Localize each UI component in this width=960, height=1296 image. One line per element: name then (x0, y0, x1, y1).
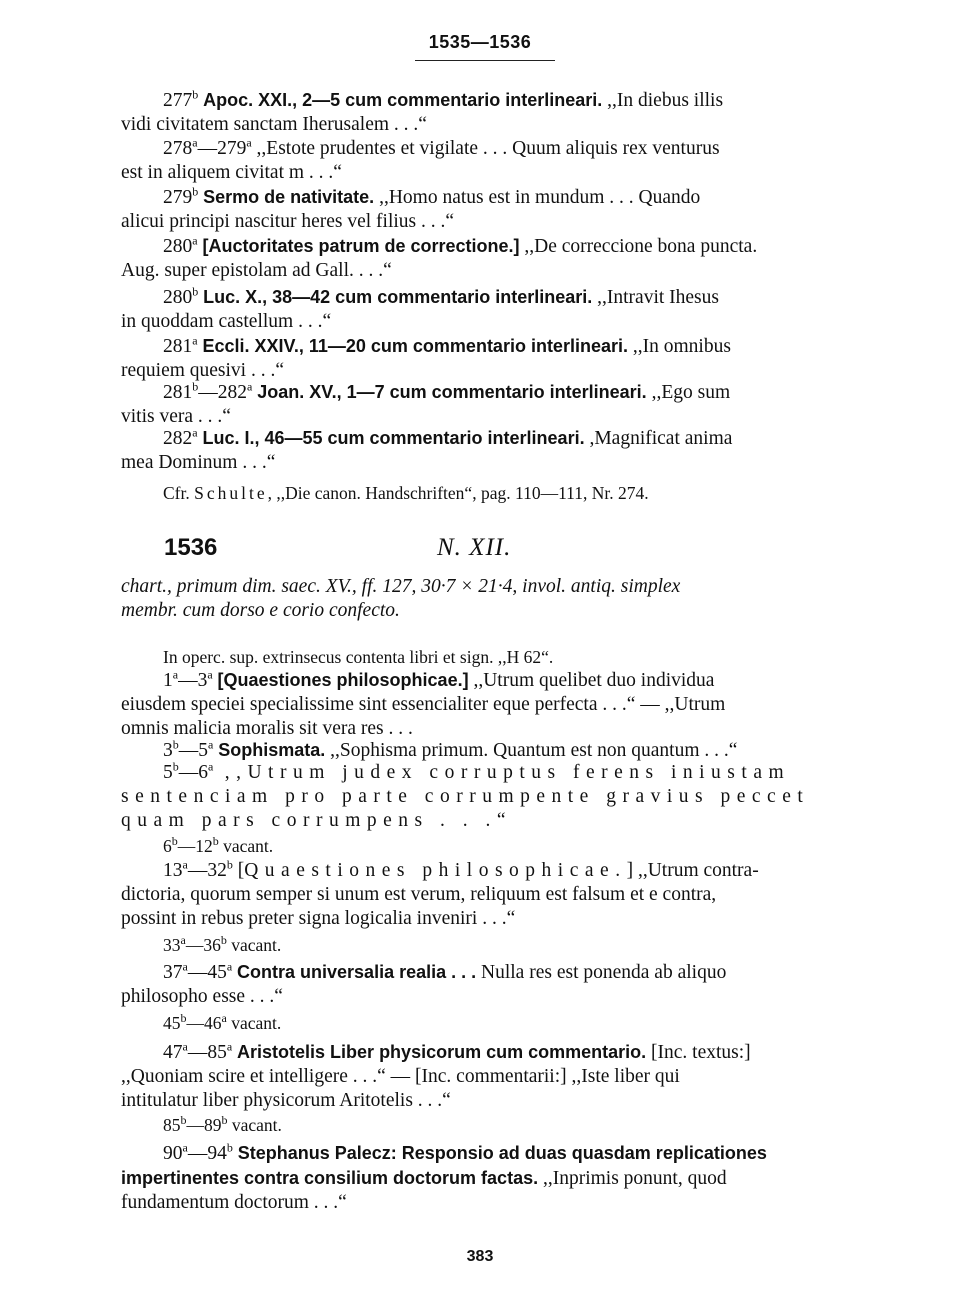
codex-number: 1536 (164, 534, 218, 561)
entry-45b-46a: 45$^b$—46$^a$ vacant. (163, 1011, 282, 1033)
entry-13a-32b: 13$^a$—32$^b$ [Quaestiones philosophicae.] ,,Utrum contra- dictoria, quorum semper si unum est verum, reliquum est falsum et e contra, possint in rebus preter signa logicalia inveniri . . .“ (121, 857, 759, 929)
entry-280b: 280$^b$ Luc. X., 38—42 cum commentario interlineari. ,,Intravit Ihesus in quoddam castellum . . .“ (121, 284, 719, 332)
entry-1a-3a: 1$^a$—3$^a$ [Quaestiones philosophicae.] ,,Utrum quelibet duo individua eiusdem speciei specialissime sint essencialiter eque perfecta . . .“ — ,,Utrum omnis malicia moralis sit vera res . . . (121, 667, 726, 739)
entry-37a-45a: 37$^a$—45$^a$ Contra universalia realia . . . Nulla res est ponenda ab aliquo philosopho esse . . .“ (121, 959, 727, 1007)
running-header: 1535—1536 (428, 32, 532, 52)
codex-cover-note: In operc. sup. extrinsecus contenta libri et sign. ,,H 62“. (163, 647, 554, 667)
entry-90a-94b: 90$^a$—94$^b$ Stephanus Palecz: Responsio ad duas quasdam replicationes impertinentes contra consilium doctorum factas. ,,Inprimis ponunt, quod fundamentum doctorum . . .“ (121, 1140, 767, 1213)
page-number: 383 (466, 1248, 494, 1265)
entry-5b-6a: 5$^b$—6$^a$ ,,Utrum judex corruptus ferens iniustam sentenciam pro parte corrumpente gravius peccet quam pars corrumpens . . .“ (121, 759, 810, 831)
entry-6b-12b: 6$^b$—12$^b$ vacant. (163, 834, 274, 856)
entry-279b: 279$^b$ Sermo de nativitate. ,,Homo natus est in mundum . . . Quando alicui principi nascitur heres vel filius . . .“ (121, 184, 701, 232)
codex-shelfmark: N. XII. (437, 534, 512, 561)
entry-280a: 280$^a$ [Auctoritates patrum de correctione.] ,,De correccione bona puncta. Aug. super epistolam ad Gall. . . .“ (121, 233, 758, 281)
codex-description: chart., primum dim. saec. XV., ff. 127, 30·7 × 21·4, invol. antiq. simplex membr. cum dorso e corio confecto. (121, 576, 681, 621)
entry-277b: 277$^b$ Apoc. XXI., 2—5 cum commentario interlineari. ,,In diebus illis vidi civitatem sanctam Iherusalem . . .“ (121, 87, 724, 135)
entry-281a: 281$^a$ Eccli. XXIV., 11—20 cum commentario interlineari. ,,In omnibus requiem quesivi . . .“ (121, 333, 731, 381)
entry-33a-36b: 33$^a$—36$^b$ vacant. (163, 933, 282, 955)
entry-278a-279a: 278$^a$—279$^a$ ,,Estote prudentes et vigilate . . . Quum aliquis rex venturus est in aliquem civitat m . . .“ (121, 135, 720, 183)
entry-282a: 282$^a$ Luc. I., 46—55 cum commentario interlineari. ,Magnificat anima mea Dominum . . .“ (121, 425, 733, 473)
entry-3b-5a: 3$^b$—5$^a$ Sophismata. ,,Sophisma primum. Quantum est non quantum . . .“ (163, 737, 738, 761)
entry-281b-282a: 281$^b$—282$^a$ Joan. XV., 1—7 cum commentario interlineari. ,,Ego sum vitis vera . . .“ (121, 379, 731, 427)
entry-47a-85a: 47$^a$—85$^a$ Aristotelis Liber physicorum cum commentario. [Inc. textus:] ,,Quoniam scire et intelligere . . .“ — [Inc. commentarii:] ,,Iste liber qui intitulatur liber physicorum Aritotelis . . .“ (121, 1039, 751, 1111)
entry-85b-89b: 85$^b$—89$^b$ vacant. (163, 1113, 282, 1135)
header-rule (415, 60, 555, 61)
cfr-reference: Cfr. Schulte, ,,Die canon. Handschriften“, pag. 110—111, Nr. 274. (163, 483, 649, 503)
